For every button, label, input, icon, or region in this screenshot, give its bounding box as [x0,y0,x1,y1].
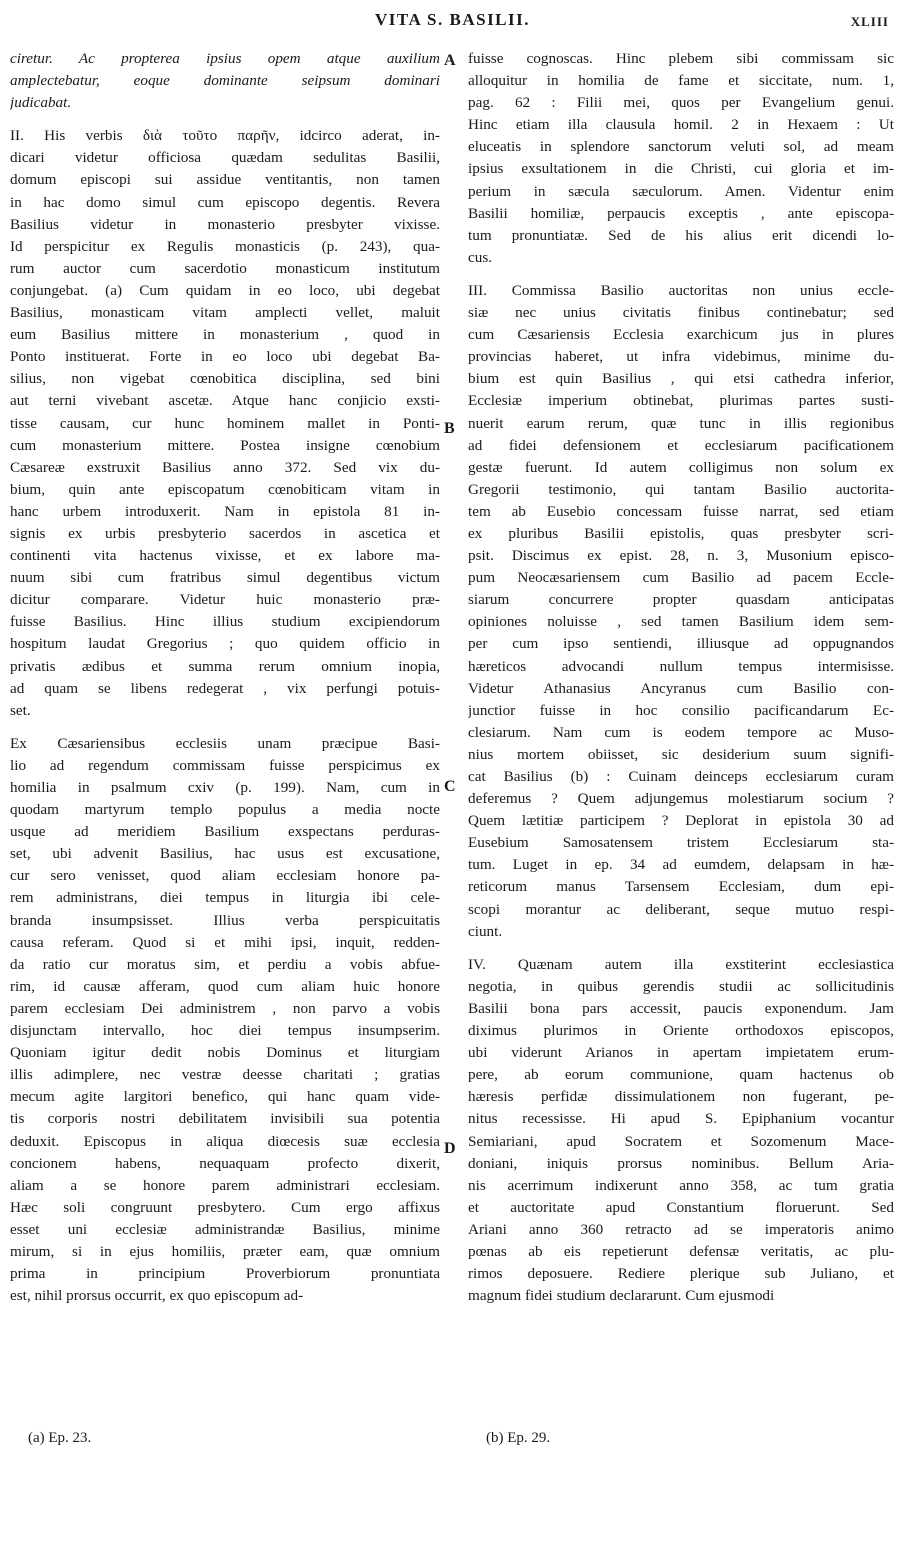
text-line: eluceatis in splendore sanctorum veluti sol, ad meam [468,138,894,156]
text-line: mecum agite largitori benefico, qui hanc quam vide- [10,1088,440,1106]
text-line: Hæc soli congruunt presbytero. Cum ergo affixus [10,1198,440,1216]
text-line: esset uni ecclesiæ administrandæ Basilius, minime [10,1220,440,1238]
text-line: set, ubi advenit Basilius, hac usus est excusatione, [10,845,440,863]
text-line: tem ab Eusebio concessam fuisse narrat, sed etiam [468,502,894,520]
text-line: Basilius videtur in monasterio presbyter vixisse. [10,215,440,233]
text-line: cum Cæsariensis Ecclesia exarchicum jus in plures [468,326,894,344]
footnote-left: (a) Ep. 23. [28,1430,92,1446]
text-line: nitus recessisse. Hi apud S. Epiphanium vocantur [468,1110,894,1128]
text-line: Quoniam igitur dedit nobis Dominus et liturgiam [10,1044,440,1062]
text-line: II. His verbis διὰ τοῦτο παρῆν, idcirco aderat, in- [10,127,440,145]
text-line: alloquitur in homilia de fame et siccitate, num. 1, [468,72,894,90]
paragraph-gap [468,943,894,954]
text-line: ubi viderunt Arianos in apertam impietatem erum- [468,1044,894,1062]
text-line: prima in principium Proverbiorum pronuntiata [10,1265,440,1283]
right-column [468,48,894,1307]
text-line: provincias haberet, ut infra videbimus, minime du- [468,348,894,366]
text-line: cur sero venisset, quod aliam ecclesiam honore pa- [10,867,440,885]
text-line: Quem lætitiæ participem ? Deplorat in epistola 30 ad [468,812,894,830]
text-line: Id perspicitur ex Regulis monasticis (p. 243), qua- [10,237,440,255]
text-line: homilia in psalmum cxiv (p. 199). Nam, cum in [10,779,440,796]
text-line: junctior fuisse in hoc consilio pacificandarum Ec- [468,701,894,719]
text-line: Basilii bona pars accessit, paucis exponendum. Jam [468,999,894,1017]
paragraph [468,48,894,269]
text-line: III. Commissa Basilio auctoritas non unius eccle- [468,281,894,299]
text-line: Ponto instituerat. Forte in eo loco ubi degebat Ba- [10,348,440,366]
text-line: per cum ipso sentiendi, illiusque ad oppugnandos [468,635,894,653]
text-line: clesiarum. Nam cum is eodem tempore ac Muso- [468,723,894,741]
text-line: hanc urbem introduxerit. Nam in epistola 81 in- [10,502,440,520]
text-line: ad fidei defensionem et ecclesiarum pacificationem [468,436,894,454]
text-line: nis acerrimum indixerunt anno 358, ac tum gratia [468,1176,894,1194]
text-line: parem ecclesiam Dei administrem , non parvo a vobis [10,999,440,1017]
text-line: ciretur. Ac propterea ipsius opem atque auxilium [10,50,440,67]
text-line: judicabat. [10,94,72,112]
text-line: tis corporis nostri debilitatem invisibili sua potentia [10,1110,440,1128]
text-line: illis adimplere, nec vestræ deesse charitati ; gratias [10,1066,440,1084]
margin-letter-c: C [444,778,456,795]
text-line: aliam a se honore parem administrari ecclesiam. [10,1176,440,1194]
left-column [10,48,440,1307]
text-line: ad quam se libens redegerat , vix perfungi potuis- [10,679,440,697]
text-line: rum auctor cum sacerdotio monasticum institutum [10,259,440,277]
text-line: pum Neocæsariensem cum Basilio ad pacem Eccle- [468,569,894,587]
text-line: Ecclesiæ imperium obtinebat, plurimas partes susti- [468,392,894,410]
text-line: silius, non vigebat cœnobitica disciplina, sed bini [10,370,440,388]
paragraph-gap [10,114,440,125]
text-line: tum. Luget in ep. 34 ad eumdem, delapsam in hæ- [468,856,894,874]
text-line: magnum fidei studium declararunt. Cum ejusmodi [468,1287,775,1305]
text-line: aut terni vivebant ascetæ. Atque hanc conjicio exsti- [10,392,440,410]
running-title: VITA S. BASILII. [374,10,531,29]
text-line: negotia, in quibus gerendis studii ac sollicitudinis [468,977,894,995]
text-line: nius mortem obiisset, sic desiderium suum signifi- [468,745,894,763]
text-line: gestæ fuerunt. Id autem colligimus non solum ex [468,458,894,476]
text-line: rimos deposuere. Rediere plerique sub Juliano, et [468,1265,894,1283]
text-line: da ratio cur moratus sim, et perdiu a vobis abfue- [10,955,440,973]
text-line: ciunt. [468,922,503,940]
text-line: hospitum laudat Gregorius ; quo quidem officio in [10,635,440,653]
text-line: bium est quin Basilius , qui etsi cathedra inferior, [468,370,894,388]
text-line: doniani, iniquis prorsus nominibus. Bellum Aria- [468,1154,894,1172]
text-line: in hac domo simul cum episcopo degentis. Revera [10,193,440,211]
text-line: diximus plurimos in Oriente orthodoxos episcopos, [468,1022,894,1040]
text-line: deferemus ? Quem adjungemus molestiarum socium ? [468,790,894,808]
text-line: mirum, si in ejus homiliis, præter eam, quæ omnium [10,1242,440,1260]
margin-letter-b: B [444,420,455,437]
text-line: Cæsareæ exstruxit Basilius anno 372. Sed vix du- [10,458,440,476]
text-line: ipsius exsultationem in die Christi, cui gloria et im- [468,160,894,178]
text-line: Videtur Athanasius Ancyranus cum Basilio con- [468,679,894,697]
text-line: siæ nec unius civitatis finibus continebatur; sed [468,304,894,322]
text-line: concionem habens, nequaquam profecto dixerit, [10,1154,440,1172]
text-line: Ex Cæsariensibus ecclesiis unam præcipue Basi- [10,734,440,752]
text-line: disjunctam intervallo, hoc diei tempus insumpserim. [10,1022,440,1040]
text-line: nuerit earum rerum, quæ tunc in illis regionibus [468,414,894,432]
text-line: lio ad regendum commissam fuisse perspicimus ex [10,756,440,774]
text-line: scopi morantur ac deliberant, seque mutuo respi- [468,900,894,918]
text-line: cat Basilius (b) : Cuinam deinceps ecclesiarum curam [468,768,894,785]
paragraph [10,125,440,722]
paragraph [10,48,440,114]
text-line: est, nihil prorsus occurrit, ex quo episcopum ad- [10,1287,304,1305]
text-line: psit. Discimus ex epist. 28, n. 3, Musonium episco- [468,547,894,565]
text-line: ex pluribus Basilii epistolis, quas presbyter scri- [468,524,894,542]
text-line: dicitur comparare. Videtur huic monasterio præ- [10,591,440,609]
text-line: rim, id causæ afferam, quod cum aliam huic honore [10,977,440,995]
paragraph [468,954,894,1308]
footnote-right: (b) Ep. 29. [486,1430,551,1446]
paragraph [10,733,440,1307]
text-line: cum monasterium mittere. Postea insigne cœnobium [10,436,440,454]
margin-letter-d: D [444,1140,456,1157]
page-number: XLIII [850,14,889,29]
text-line: Gregorii testimonio, qui tantam Basilio auctorita- [468,480,894,498]
text-line: domum episcopi sui assidue ventitantis, non tamen [10,171,440,189]
text-line: causa referam. Quod si et mihi ipsi, inquit, redden- [10,933,440,951]
text-line: siarum concurrere propter quasdam anticipatas [468,591,894,609]
text-line: pag. 62 : Filii mei, quos per Evangelium genui. [468,94,894,112]
paragraph-gap [468,269,894,280]
text-line: fuisse cognoscas. Hinc plebem sibi commissam sic [468,50,894,67]
text-line: pœnas ab eis repetierunt defensæ veritatis, ac plu- [468,1242,894,1260]
text-line: tum pronuntiatæ. Sed de his alius erit dicendi lo- [468,226,894,244]
text-line: conjungebat. (a) Cum quidam in eo loco, ubi degebat [10,281,440,299]
text-line: tisse causam, cur hunc hominem mallet in Ponti- [10,414,440,432]
text-line: bium, quin ante episcopatum cœnobiticam vitam in [10,480,440,498]
text-line: rem administrans, diei tempus in liturgia ibi cele- [10,889,440,907]
text-line: cus. [468,248,493,266]
text-line: hæresis perfidæ dissimulationem non fugerant, pe- [468,1088,894,1106]
text-line: dicari videtur officiosa quædam sedulitas Basilii, [10,149,440,167]
paragraph [468,280,894,943]
text-line: nuum sibi cum fratribus simul degentibus victum [10,569,440,587]
text-line: usque ad meridiem Basilium exspectans perduras- [10,823,440,841]
text-line: fuisse Basilius. Hinc illius studium excipiendorum [10,613,440,631]
text-line: perium in sæcula sæculorum. Amen. Videntur enim [468,182,894,200]
running-head [0,10,905,40]
text-line: deduxit. Episcopus in aliqua diœcesis suæ ecclesia [10,1132,440,1150]
text-line: Ariani anno 360 retracto ad se imperatoris animo [468,1220,894,1238]
text-line: Basilius, monasticam vitam amplecti vellet, maluit [10,304,440,322]
text-line: Hinc etiam illa clausula homil. 2 in Hexaem : Ut [468,116,894,134]
margin-letter-a: A [444,52,456,69]
text-line: quodam martyrum templo populus a media nocte [10,801,440,819]
text-line: IV. Quænam autem illa exstiterint ecclesiastica [468,955,894,973]
text-line: Semiariani, apud Socratem et Sozomenum Mace- [468,1132,894,1150]
text-line: signis ex urbis presbyterio sacerdos in ascetica et [10,524,440,542]
text-line: et auctoritate apud Constantium floruerunt. Sed [468,1198,894,1216]
text-line: amplectebatur, eoque dominante seipsum dominari [10,72,440,90]
text-line: hæreticos advocandi nullum tempus intermisisse. [468,657,894,675]
text-line: reticorum manus Tarsensem Ecclesiam, dum epi- [468,878,894,896]
text-line: privatis ædibus et summa rerum omnium inopia, [10,657,440,675]
text-line: Eusebium Samosatensem tristem Ecclesiarum sta- [468,834,894,852]
text-line: set. [10,701,31,719]
text-line: pere, ab eorum communione, quam hactenus ob [468,1066,894,1084]
text-line: eum Basilius mittere in monasterium , quod in [10,326,440,344]
text-line: Basilii homiliæ, perpaucis exceptis , ante episcopa- [468,204,894,222]
text-line: opiniones noluisse , sed tamen Basilium idem sem- [468,613,894,631]
text-line: branda insumpsisset. Illius verba perspicuitatis [10,911,440,929]
text-line: continenti vita hactenus vixisse, et ex labore ma- [10,547,440,565]
paragraph-gap [10,722,440,733]
